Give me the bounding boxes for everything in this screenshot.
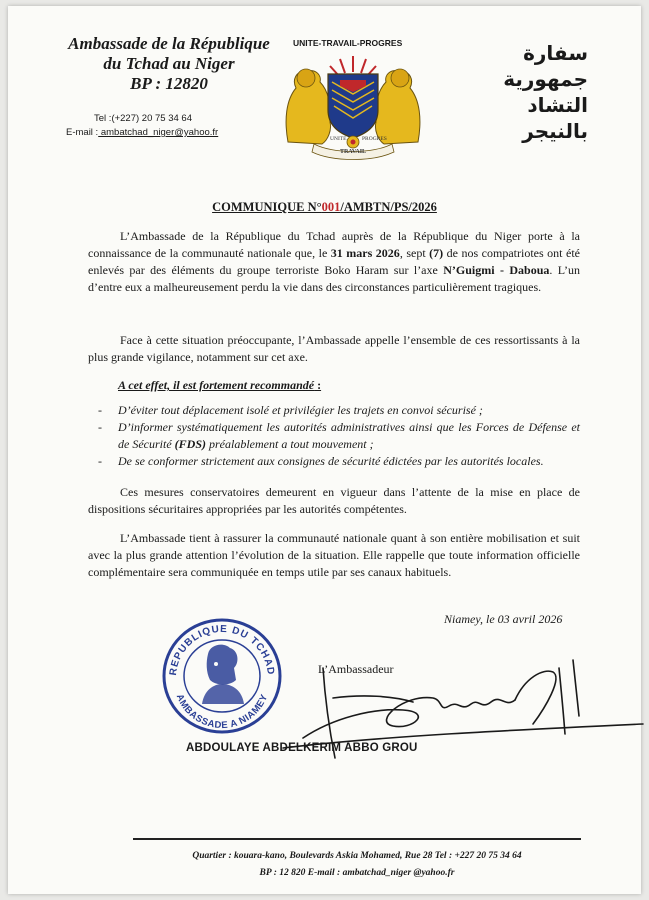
coa-ribbon-bottom: TRAVAIL (339, 149, 367, 155)
p1-text-c: de nos compatriotes ont été enlevés par des éléments du groupe terroriste Boko Haram sur l’axe (88, 246, 580, 277)
arabic-line1: سفارة (523, 41, 588, 65)
footer-address: Quartier : kouara-kano, Boulevards Askia Mohamed, Rue 28 Tel : +227 20 75 34 64 (192, 851, 522, 861)
footer-contact: BP : 12 820 E-mail : ambatchad_niger @yahoo.fr (259, 868, 455, 878)
recommendation-2b: préalablement a tout mouvement ; (206, 437, 374, 451)
embassy-name-line1: Ambassade de la République (68, 34, 270, 53)
paragraph-incident (88, 228, 580, 296)
paragraph-reassurance: L’Ambassade tient à rassurer la communauté nationale quant à son entière mobilisation et suit avec la plus grande attention l’évolution de la situation. Elle rappelle que toute information officielle complémentaire sera communiquée en temps utile par ses canaux habituels. (88, 531, 580, 579)
embassy-bp: BP : 12820 (130, 74, 208, 93)
list-item (98, 419, 580, 453)
p1-text-d: . L’un d’entre eux a malheureusement perdu la vie dans des circonstances particulièrement tragiques. (88, 263, 580, 294)
paragraph-vigilance: Face à cette situation préoccupante, l’Ambassade appelle l’ensemble de ces ressortissants à la plus grande vigilance, notamment sur cet axe. (88, 333, 580, 364)
email-label: E-mail : (66, 127, 99, 138)
recommendation-heading (118, 378, 321, 393)
coa-ribbon-middle: PROGRES (362, 136, 387, 142)
communique-title (8, 200, 641, 215)
list-item (98, 453, 580, 470)
p1-axis: N’Guigmi - Daboua (443, 263, 550, 277)
tel-value: (+227) 20 75 34 64 (111, 113, 192, 124)
list-dash: - (98, 454, 102, 468)
rec-heading-colon: : (314, 378, 322, 392)
title-suffix: /AMBTN/PS/2026 (340, 200, 437, 214)
paragraph-measures: Ces mesures conservatoires demeurent en vigueur dans l’attente de la mise en place de dispositions sécuritaires appropriées par les autorités compétentes. (88, 485, 580, 516)
recommendation-list (98, 402, 580, 470)
footer-divider (133, 838, 581, 840)
embassy-contact (66, 112, 218, 140)
letter-footer (133, 848, 581, 882)
stamp-bottom-text: AMBASSADE A NIAMEY (173, 692, 271, 732)
p1-date: 31 mars 2026 (330, 246, 400, 260)
stamp-top-text: REPUBLIQUE DU TCHAD (167, 623, 277, 677)
ambassador-name: ABDOULAYE ABDELKERIM ABBO GROU (186, 742, 418, 754)
email-link[interactable]: ambatchad_niger@yahoo.fr (98, 127, 219, 138)
list-dash: - (98, 403, 102, 417)
recommendation-3: De se conformer strictement aux consignes de sécurité édictées par les autorités locales. (118, 454, 544, 468)
p1-text-a: L’Ambassade de la République du Tchad auprès de la République du Niger porte à la connaissance de la communauté nationale que, le (88, 229, 580, 260)
tel-label: Tel : (94, 113, 112, 124)
arabic-line2: جمهورية التشاد (503, 67, 588, 117)
title-prefix: COMMUNIQUE N° (212, 200, 322, 214)
list-item (98, 402, 580, 419)
recommendation-2-fds: (FDS) (174, 437, 206, 451)
p1-count: (7) (429, 246, 444, 260)
ambassador-title: L’Ambassadeur (318, 662, 394, 676)
embassy-name-line2: du Tchad au Niger (103, 54, 235, 73)
letter-page (8, 6, 641, 894)
national-motto: UNITE-TRAVAIL-PROGRES (293, 38, 403, 48)
p1-text-b: , sept (399, 246, 430, 260)
coa-ribbon-top: UNITE (330, 136, 347, 142)
list-dash: - (98, 420, 102, 434)
arabic-line3: بالنيجر (522, 119, 588, 143)
embassy-header (64, 34, 274, 94)
coat-of-arms-icon (278, 50, 428, 162)
rec-heading-text: A cet effet, il est fortement recommandé (118, 378, 315, 392)
letter-date: Niamey, le 03 avril 2026 (444, 612, 563, 626)
recommendation-2a: D’informer systématiquement les autorités administratives ainsi que les Forces de Défense et de Sécurité (118, 420, 580, 451)
title-number: 001 (321, 200, 341, 214)
recommendation-1: D’éviter tout déplacement isolé et privilégier les trajets en convoi sécurisé ; (118, 403, 483, 417)
arabic-header (448, 40, 588, 144)
